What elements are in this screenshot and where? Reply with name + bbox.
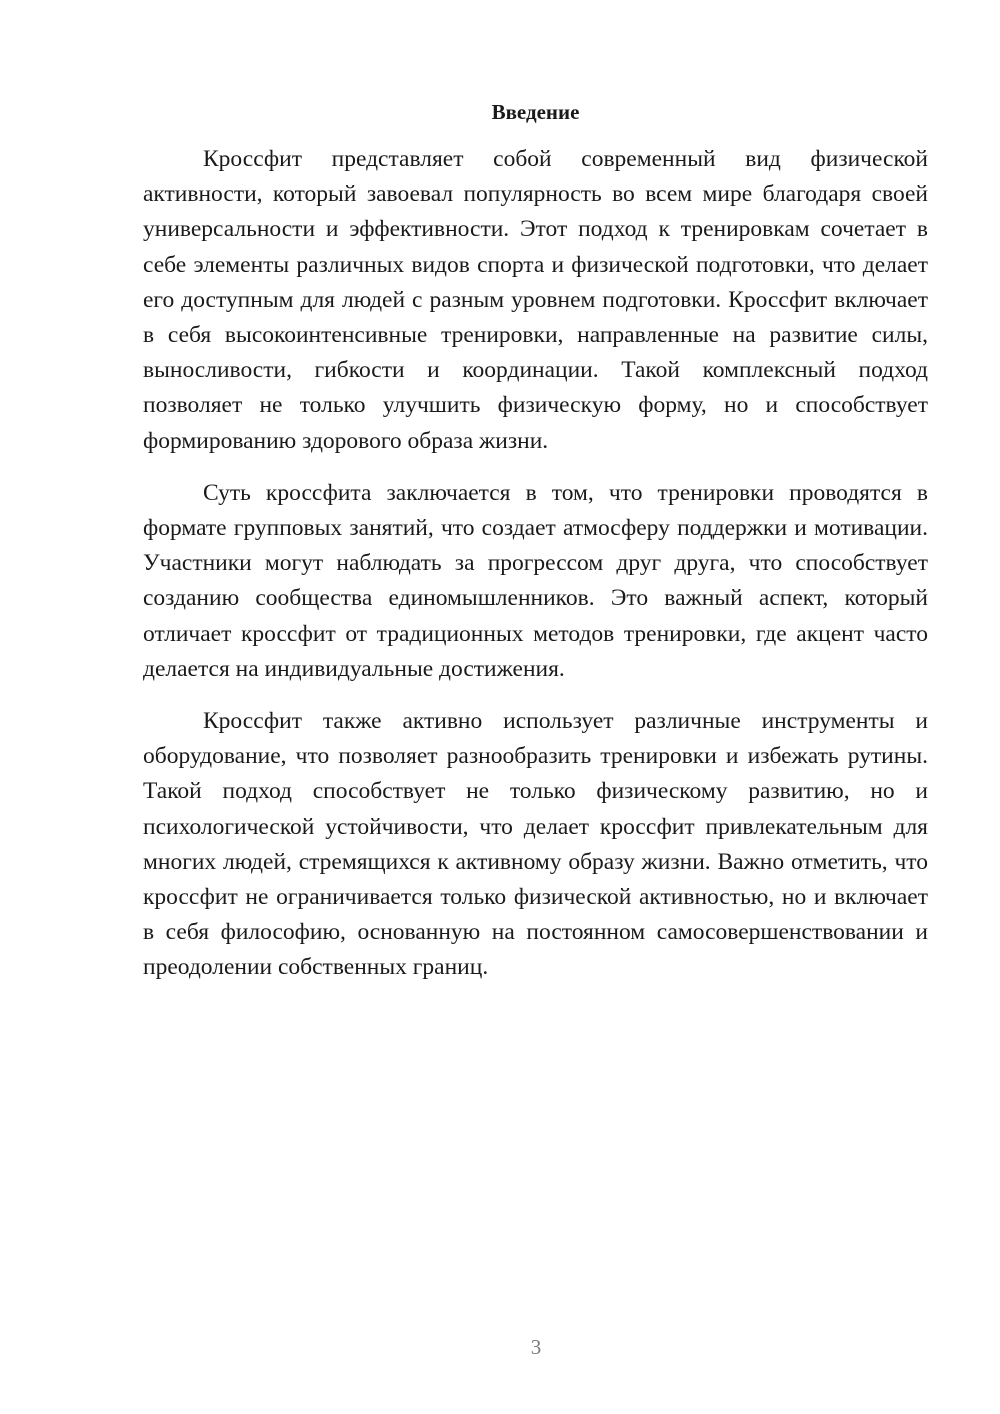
paragraph: Суть кроссфита заключается в том, что тренировки проводятся в формате групповых занятий, что создает атмосферу поддержки и мотивации. Участники могут наблюдать за прогрессом друг друга, что способствует созданию сообщества единомышленников. Это важный аспект, который отличает кроссфит от традиционных методов тренировки, где акцент часто делается на индивидуальные достижения. — [143, 479, 928, 682]
section-heading: Введение — [491, 100, 580, 124]
paragraph: Кроссфит представляет собой современный вид физической активности, который завоевал популярность во всем мире благодаря своей универсальности и эффективности. Этот подход к тренировкам сочетает в себе элементы различных видов спорта и физической подготовки, что делает его доступным для людей с разным уровнем подготовки. Кроссфит включает в себя высокоинтенсивные тренировки, направленные на развитие силы, выносливости, гибкости и координации. Такой комплексный подход позволяет не только улучшить физическую форму, но и способствует формированию здорового образа жизни. — [143, 146, 928, 454]
page-number: 3 — [530, 1335, 542, 1359]
body-text — [143, 142, 928, 1003]
paragraph: Кроссфит также активно использует различные инструменты и оборудование, что позволяет разнообразить тренировки и избежать рутины. Такой подход способствует не только физическому развитию, но и психологической устойчивости, что делает кроссфит привлекательным для многих людей, стремящихся к активному образу жизни. Важно отметить, что кроссфит не ограничивается только физической активностью, но и включает в себя философию, основанную на постоянном самосовершенствовании и преодолении собственных границ. — [143, 708, 928, 981]
